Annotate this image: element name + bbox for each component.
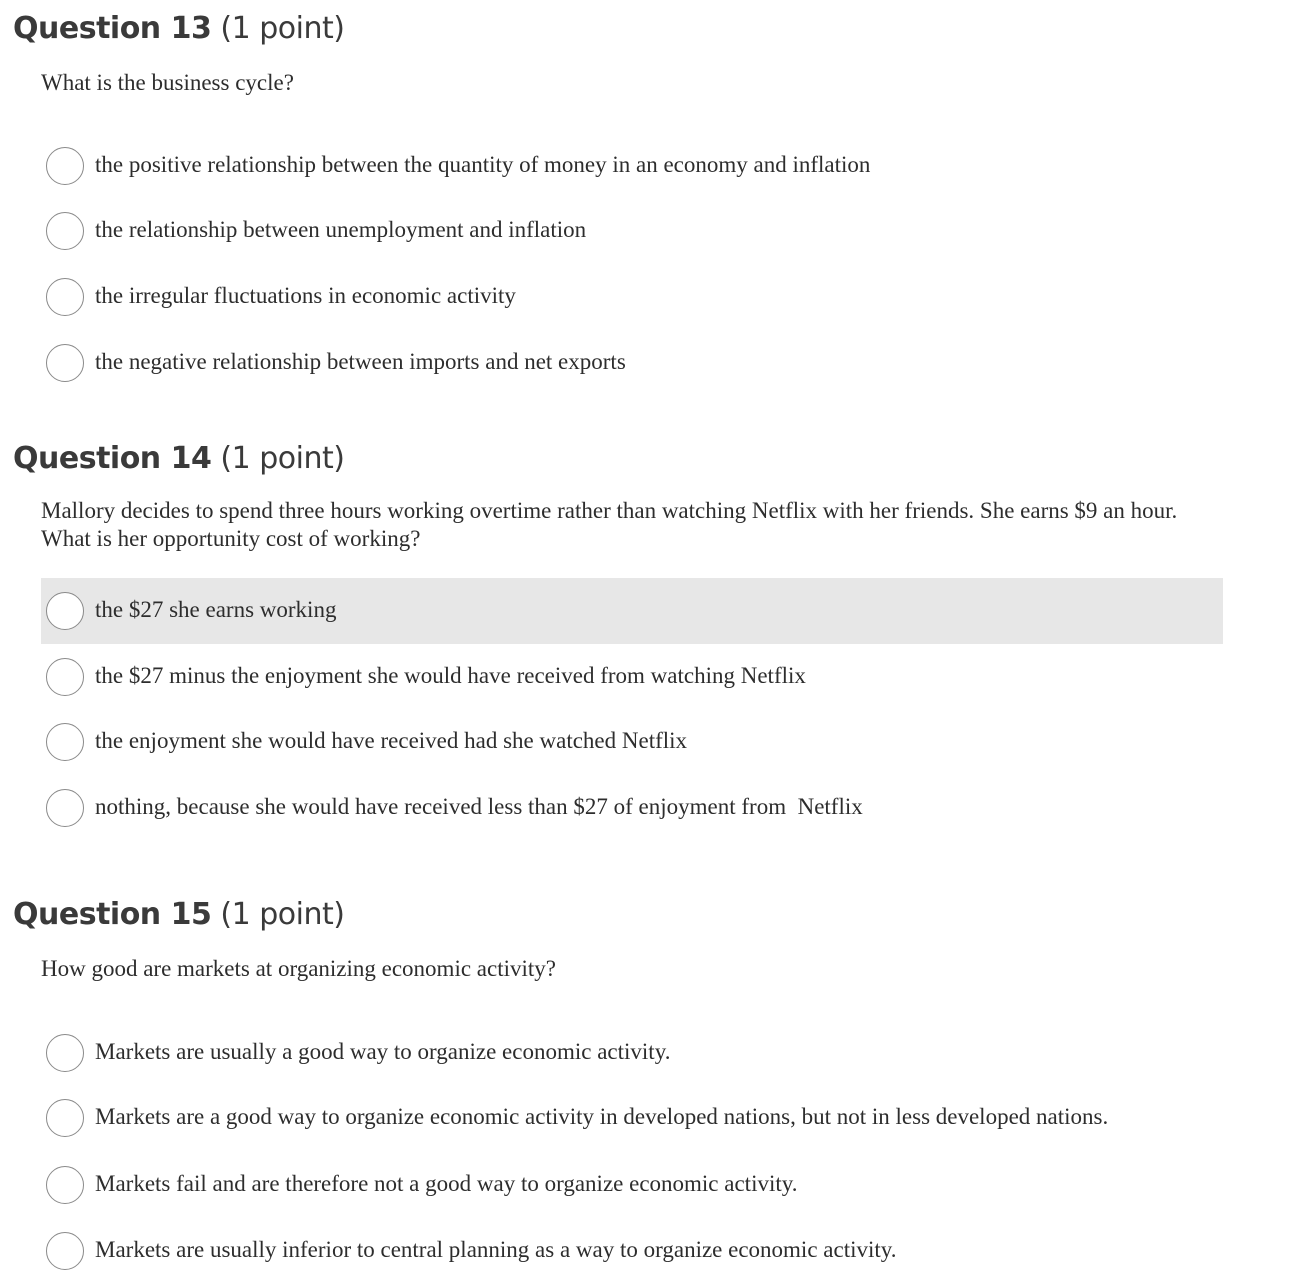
answer-label[interactable]: Markets are a good way to organize economic activity in developed nations, but not in less developed nations. [95, 1104, 1109, 1129]
answer-label[interactable]: the $27 she earns working [95, 597, 337, 622]
question-title [13, 897, 344, 933]
question-prompt: Mallory decides to spend three hours working overtime rather than watching Netflix with her friends. She earns $9 an hour. What is her opportunity cost of working? [41, 498, 1178, 551]
answer-label[interactable]: Markets are usually inferior to central planning as a way to organize economic activity. [95, 1237, 897, 1262]
question-points: (1 point) [220, 11, 345, 46]
answer-label[interactable]: the relationship between unemployment and inflation [95, 217, 587, 242]
answer-label[interactable]: the positive relationship between the quantity of money in an economy and inflation [95, 152, 871, 177]
answer-option[interactable] [41, 1218, 1223, 1284]
answer-label[interactable]: the negative relationship between imports and net exports [95, 349, 626, 374]
radio-button[interactable] [46, 278, 84, 316]
radio-button[interactable] [46, 344, 84, 382]
answer-label[interactable]: the irregular fluctuations in economic activity [95, 283, 516, 308]
radio-button[interactable] [46, 658, 84, 696]
question-title [13, 11, 344, 47]
question-title [13, 441, 344, 477]
answer-label[interactable]: Markets fail and are therefore not a good way to organize economic activity. [95, 1171, 798, 1196]
radio-button[interactable] [46, 147, 84, 185]
question-prompt: What is the business cycle? [41, 70, 294, 95]
question-number: Question 15 [13, 897, 212, 932]
answer-label[interactable]: nothing, because she would have received less than $27 of enjoyment from Netflix [95, 794, 863, 819]
answer-label[interactable]: the $27 minus the enjoyment she would have received from watching Netflix [95, 663, 806, 688]
answer-option[interactable] [41, 133, 1223, 199]
answer-option[interactable] [41, 644, 1223, 710]
question-points: (1 point) [220, 897, 345, 932]
radio-button[interactable] [46, 1099, 84, 1137]
answer-option[interactable] [41, 1085, 1223, 1151]
radio-button[interactable] [46, 789, 84, 827]
radio-button[interactable] [46, 1034, 84, 1072]
answer-option[interactable] [41, 1152, 1223, 1218]
question-number: Question 14 [13, 441, 212, 476]
answer-label[interactable]: Markets are usually a good way to organize economic activity. [95, 1039, 671, 1064]
answer-option[interactable] [41, 264, 1223, 330]
radio-button[interactable] [46, 1166, 84, 1204]
radio-button[interactable] [46, 212, 84, 250]
answer-option[interactable] [41, 330, 1223, 396]
radio-button[interactable] [46, 723, 84, 761]
question-prompt: How good are markets at organizing economic activity? [41, 956, 556, 981]
answer-option[interactable] [41, 775, 1223, 841]
question-number: Question 13 [13, 11, 212, 46]
answer-option[interactable] [41, 578, 1223, 644]
radio-button[interactable] [46, 592, 84, 630]
answer-option[interactable] [41, 198, 1223, 264]
question-points: (1 point) [220, 441, 345, 476]
answer-label[interactable]: the enjoyment she would have received had she watched Netflix [95, 728, 688, 753]
radio-button[interactable] [46, 1232, 84, 1270]
answer-option[interactable] [41, 1020, 1223, 1086]
answer-option[interactable] [41, 709, 1223, 775]
